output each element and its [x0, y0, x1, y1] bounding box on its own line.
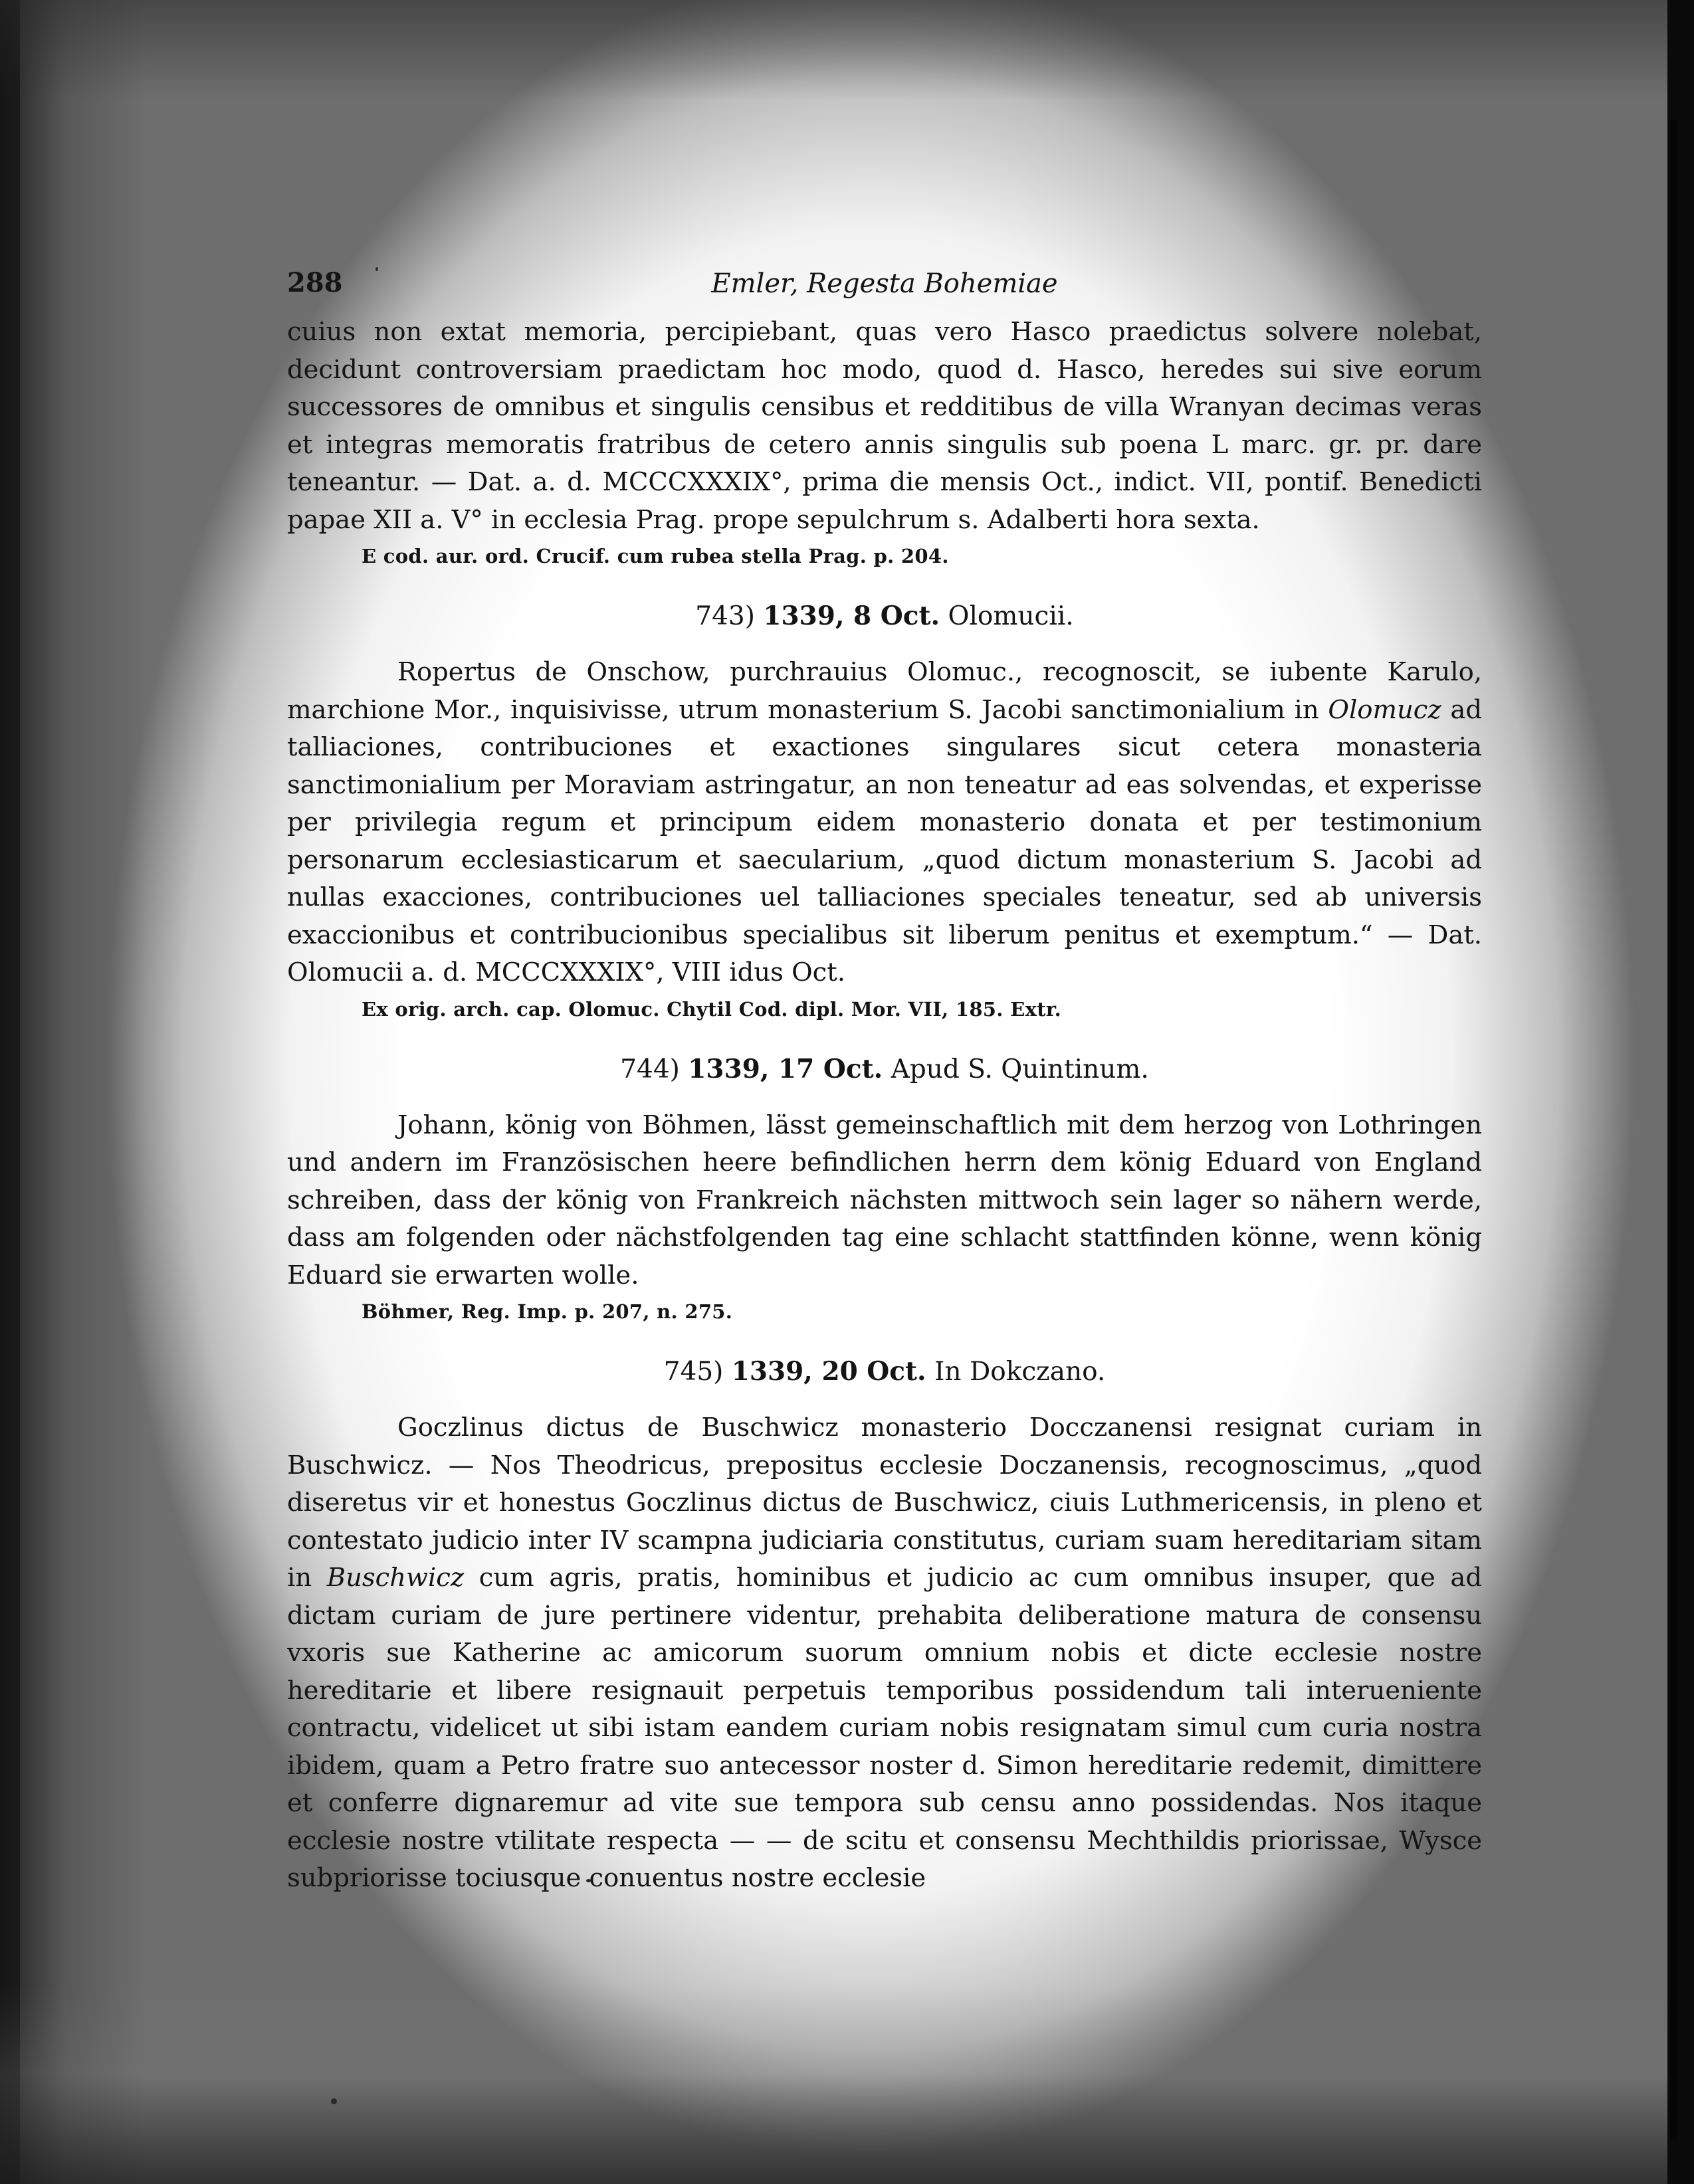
entry-place: Apud S. Quintinum.	[891, 1054, 1149, 1084]
page-text-block	[287, 260, 1482, 1898]
entry-743	[287, 597, 1482, 1024]
entry-745	[287, 1353, 1482, 1898]
right-page-edge-line	[1670, 120, 1677, 2139]
left-gutter-shadow	[0, 0, 146, 2184]
entry-source: E cod. aur. ord. Crucif. cum rubea stella Prag. p. 204.	[362, 545, 949, 567]
entry-date: 1339, 17 Oct.	[688, 1053, 883, 1084]
bottom-edge-shadow	[0, 1985, 1694, 2184]
entry-number: 744)	[620, 1054, 680, 1084]
entry-heading	[287, 597, 1482, 635]
entry-source: Böhmer, Reg. Imp. p. 207, n. 275.	[362, 1300, 733, 1323]
entry-heading	[287, 1353, 1482, 1391]
entry-place-name: Buschwicz	[326, 1563, 465, 1593]
entry-text	[287, 1107, 1482, 1295]
top-edge-shadow	[0, 0, 1694, 100]
entry-text-part: ad talliaciones, contribuciones et exactiones singulares sicut cetera monasteria sanctimonialium per Moraviam astringatur, an non teneatur ad eas solvendas, et experisse per privilegia regum et principum eidem monasterio donata et per testimonium personarum ecclesiasticarum et saecularium, „quod dictum monasterium S. Jacobi ad nullas exacciones, contribuciones uel talliaciones speciales teneatur, sed ab universis exaccionibus et contribucionibus specialibus sit liberum penitus et exemptum.“ — Dat. Olomucii a. d. MCCCXXXIX°, VIII idus Oct.	[287, 694, 1482, 987]
entry-744	[287, 1050, 1482, 1327]
entry-text	[287, 1409, 1482, 1898]
continued-entry	[287, 314, 1482, 571]
page-number: 288	[287, 267, 343, 298]
page-header	[287, 260, 1482, 314]
entry-text	[287, 654, 1482, 992]
entry-text-part: Goczlinus dictus de Buschwicz monasterio Docczanensi resignat curiam in Buschwicz. — Nos Theodricus, prepositus ecclesie Doczanensis, recognoscimus, „quod diseretus vir et honestus Goczlinus dictus de Buschwicz, ciuis Luthmericensis, in pleno et contestato judicio inter IV scampna judiciaria constitutus, curiam suam hereditariam sitam in	[287, 1413, 1482, 1593]
entry-text-part: Johann, könig von Böhmen, lässt gemeinschaftlich mit dem herzog von Lothringen und andern im Französischen heere befindlichen herrn dem könig Eduard von England schreiben, dass der könig von Frankreich nächsten mittwoch sein lager so nähern werde, dass am folgenden oder nächstfolgenden tag eine schlacht stattfinden könne, wenn könig Eduard sie erwarten wolle.	[287, 1110, 1482, 1290]
entry-place-name: Olomucz	[1328, 694, 1441, 725]
entry-place: In Dokczano.	[934, 1357, 1106, 1387]
entry-number: 743)	[695, 601, 755, 631]
entry-text-part: cum agris, pratis, hominibus et judicio ac cum omnibus insuper, que ad dictam curiam de jure pertinere videntur, prehabita deliberatione matura de consensu vxoris sue Katherine ac amicorum suorum omnium nobis et dicte ecclesie nostre hereditarie et libere resignauit perpetuis temporibus possidendum tali interueniente contractu, videlicet ut sibi istam eandem curiam nobis resignatam simul cum curia nostra ibidem, quam a Petro fratre suo antecessor noster d. Simon hereditarie redemit, dimittere et conferre dignaremur ad vite sue tempora sub censu anno possidendas. Nos itaque ecclesie nostre vtilitate respecta — — de scitu et consensu Mechthildis priorissae, Wysce subpriorisse tociusque conuentus nostre ecclesie	[287, 1563, 1482, 1893]
entry-text: cuius non extat memoria, percipiebant, quas vero Hasco praedictus solvere nolebat, decidunt controversiam praedictam hoc modo, quod d. Hasco, heredes sui sive eorum successores de omnibus et singulis censibus et redditibus de villa Wranyan decimas veras et integras memoratis fratribus de cetero annis singulis sub poena L marc. gr. pr. dare teneantur. — Dat. a. d. MCCCXXXIX°, prima die mensis Oct., indict. VII, pontif. Benedicti papae XII a. V° in ecclesia Prag. prope sepulchrum s. Adalberti hora sexta.	[287, 317, 1482, 535]
entry-date: 1339, 20 Oct.	[731, 1356, 926, 1387]
entry-place: Olomucii.	[948, 601, 1074, 631]
running-title: Emler, Regesta Bohemiae	[711, 268, 1058, 299]
dust-speck	[331, 2098, 337, 2104]
entry-heading	[287, 1050, 1482, 1088]
entry-number: 745)	[663, 1357, 724, 1387]
entry-source: Ex orig. arch. cap. Olomuc. Chytil Cod. dipl. Mor. VII, 185. Extr.	[362, 997, 1062, 1021]
entry-date: 1339, 8 Oct.	[763, 601, 940, 631]
entry-text-part: Ropertus de Onschow, purchrauius Olomuc., recognoscit, se iubente Karulo, marchione Mor., inquisivisse, utrum monasterium S. Jacobi sanctimonialium in	[287, 657, 1482, 725]
